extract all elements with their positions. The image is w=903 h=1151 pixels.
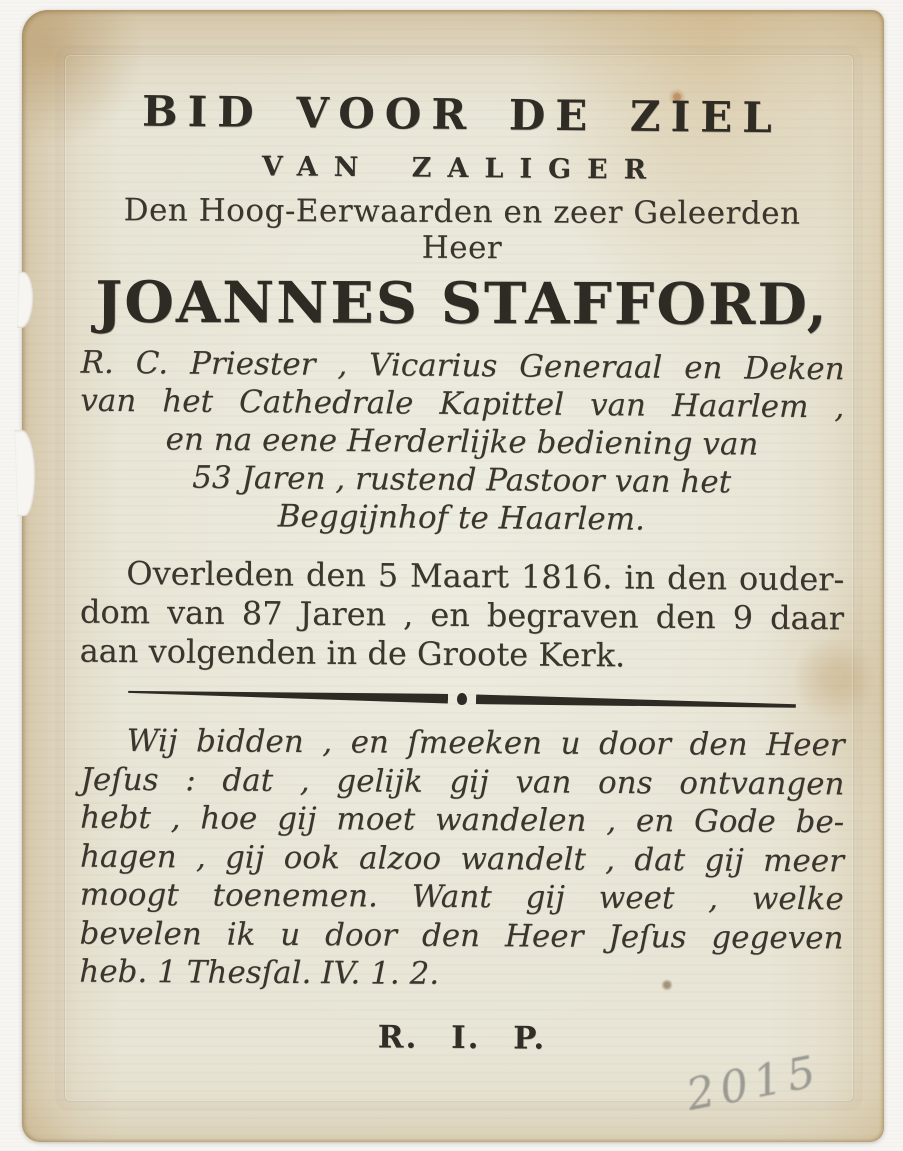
death-line: dom van 87 Jaren , en begraven den 9 daar <box>79 592 845 638</box>
death-line: aan volgenden in de Groote Kerk. <box>79 631 626 675</box>
prayer-line: Jeſus : dat , gelijk gij van ons ontvangen <box>80 761 845 802</box>
card-content <box>22 10 884 1056</box>
death-line: Overleden den 5 Maart 1816. in den ouder- <box>126 554 845 599</box>
invocation-line-1: BID VOOR DE ZIEL <box>141 86 783 143</box>
death-notice <box>80 554 845 678</box>
prayer-line: hagen , gij ook alzoo wandelt , dat gij meer <box>79 838 845 879</box>
honorific-line: Den Hoog-Eerwaarden en zeer Geleerden Heer <box>123 192 801 267</box>
rip-abbreviation: R. I. P. <box>377 1018 547 1057</box>
pencil-inscription: 2015 <box>682 1045 826 1122</box>
prayer-line: bevelen ik u door den Heer Jeſus gegeven <box>79 915 844 956</box>
prayer-text <box>79 722 845 996</box>
titles-line: Beggijnhof te Haarlem. <box>277 498 646 538</box>
divider-bar-right <box>476 694 796 712</box>
invocation-line-2: VAN ZALIGER <box>261 151 663 186</box>
prayer-line: Wij bidden , en ſmeeken u door den Heer <box>126 722 845 764</box>
prayer-line: hebt , hoe gij moet wandelen , en Gode be- <box>80 799 845 841</box>
divider-rule <box>128 685 796 713</box>
prayer-line: moogt toenemen. Want gij weet , welke <box>79 876 844 918</box>
titles-line: R. C. Priester , Vicarius Generaal en Deken <box>80 344 845 388</box>
titles-line: en na eene Herderlijke bediening van <box>165 421 759 463</box>
prayer-card <box>22 10 884 1142</box>
divider-ornament <box>457 693 467 705</box>
titles-line: van het Cathedrale Kapittel van Haarlem , <box>80 382 845 426</box>
deceased-name: JOANNES STAFFORD, <box>95 268 829 339</box>
scripture-reference: heb. 1 Thesſal. IV. 1. 2. <box>79 953 440 992</box>
divider-bar-left <box>128 687 448 705</box>
clerical-titles <box>79 344 845 541</box>
titles-line: 53 Jaren , rustend Pastoor van het <box>192 459 732 501</box>
